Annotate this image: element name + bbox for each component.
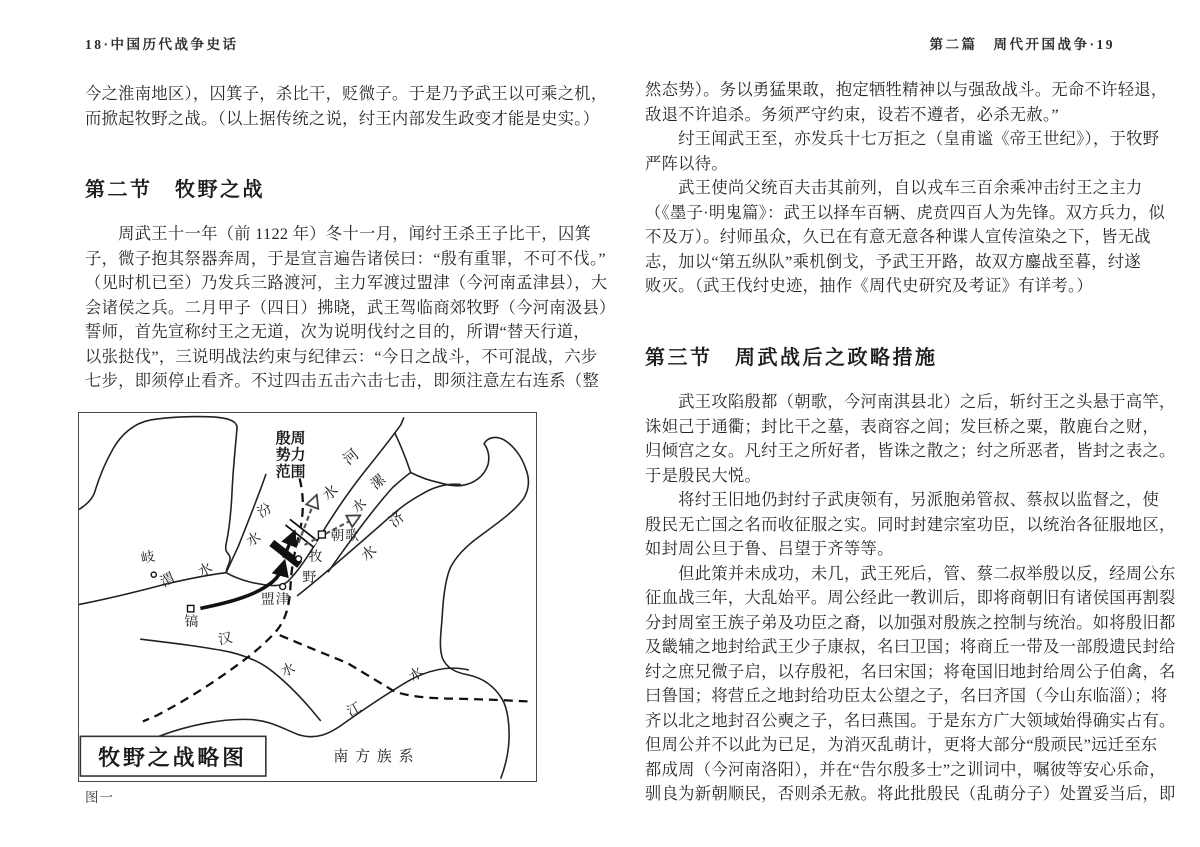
map-label: 水 [279,661,298,681]
marker-zhaoge [318,531,325,538]
paragraph-block2 [645,390,1176,807]
text-line: 但此策并未成功，未几，武王死后，管、蔡二叔举殷以反，经周公东 [645,563,1176,583]
map-label: 镐 [184,615,199,631]
marker-mengjin [280,584,286,590]
text-line: 子，微子抱其祭器奔周，于是宣言遍告诸侯曰：“殷有重罪，不可不伐。” [85,248,606,268]
paragraph-intro [85,82,608,131]
text-line: 不及万）。纣师虽众，久已在有意无意各种谍人宣传渲染之下，皆无战 [645,227,1151,246]
east-coastline [411,437,529,778]
text-line: 敌退不许追杀。务须严守约束，设若不遵者，必杀无赦。” [645,104,1059,124]
text-line: 征血战三年，大乱始平。周公经此一教训后，即将商朝旧有诸侯国再割裂 [645,588,1176,607]
river-junction [395,433,411,473]
paragraph-body [85,222,616,394]
boundary-dashed-line [143,478,532,721]
section-heading-3: 第三节 周武战后之政略措施 [645,347,938,369]
text-line: 曰鲁国；将营丘之地封给功臣太公望之子，名曰齐国（今山东临淄）；将 [645,686,1168,705]
map-label: 势力 [275,447,306,464]
map-label: 朝歌 [330,528,361,544]
text-line: 于是殷民大悦。 [645,465,762,485]
text-line: 及畿辅之地封给武王少子康叔，名曰卫国；将商丘一带及一部殷遗民封给 [645,637,1176,656]
section-heading-2: 第二节 牧野之战 [85,179,265,201]
map-label: 江 [344,700,365,721]
text-line: 分封周室王族子弟及功臣之裔，以加强对殷族之控制与统治。如将殷旧都 [645,612,1176,632]
figure-caption: 图一 [85,790,114,805]
text-line: 齐以北之地封召公奭之子，名曰燕国。于是东方广大领域始得确实占有。 [645,710,1176,730]
text-line: 武王攻陷殷都（朝歌，今河南淇县北）之后，斩纣王之头悬于高竿， [645,392,1176,411]
text-line: 以张挞伐”，三说明战法约束与纪律云：“今日之战斗，不可混战，六步 [85,346,598,366]
map-label: 漯 [368,472,389,493]
text-line: 周武王十一年（前 1122 年）冬十一月，闻纣王杀王子比干，囚箕 [85,224,592,243]
map-title: 牧野之战略图 [98,745,247,771]
text-line: 然态势）。务以勇猛果敢，抱定牺牲精神以与强敌战斗。无命不许轻退， [645,80,1168,99]
text-line: 归倾宫之女。凡纣王之所好者，皆诛之散之；纣之所恶者，皆封之表之。 [645,441,1176,460]
ji-river [298,484,461,595]
text-line: 殷民无亡国之名而收征服之实。同时封建宗室功臣，以统治各征服地区， [645,514,1176,534]
text-line: 纣王闻武王至，亦发兵十七万拒之（皇甫谧《帝王世纪》），于牧野 [645,129,1160,148]
marker-muye [296,556,302,562]
map-label: 牧 [308,549,323,565]
map-label: 水 [358,542,381,565]
text-line: 七步，即须停止看齐。不过四击五击六击七击，即须注意左右连系（整 [85,371,600,390]
map-label: 渭 [158,570,178,591]
map-title-box [80,736,265,776]
text-line: 今之淮南地区），囚箕子，杀比干，贬微子。于是乃予武王以可乘之机， [85,84,608,103]
marker-qi [151,572,156,577]
page-left [85,0,616,847]
map-label: 殷周 [275,430,306,447]
map-label: 水 [244,529,264,551]
page-right [645,0,1176,847]
text-line: 但周公并不以此为已足，为消灭乱萌计，更将大部分“殷顽民”远迁至东 [645,735,1158,754]
text-line: 诛妲己于通衢；封比干之墓，表商容之闾；发巨桥之粟，散鹿台之财， [645,416,1160,436]
han-river [141,639,321,720]
map-label: 南方族系 [333,749,421,766]
marker-hao [187,605,193,611]
running-head-left: 18·中国历代战争史话 [85,37,239,52]
yellow-river-ordos-loop [79,417,237,573]
running-head-right: 第二篇 周代开国战争·19 [929,37,1115,52]
text-line: 会诸侯之兵。二月甲子（四日）拂晓，武王驾临商郊牧野（今河南汲县） [85,297,616,317]
map-label: 范围 [275,464,306,481]
map-label: 野 [302,570,317,586]
text-line: 纣之庶兄微子启，以存殷祀，名曰宋国；将奄国旧地封给周公子伯禽，名 [645,661,1176,681]
text-line: 武王使尚父统百夫击其前列，自以戎车三百余乘冲击纣王之主力 [645,178,1143,197]
map-label: 水 [406,664,427,686]
text-line: 驯良为新朝顺民，否则杀无赦。将此批殷民（乱萌分子）处置妥当后，即 [645,784,1176,803]
battle-map-svg [79,413,535,780]
map-label: 水 [349,496,370,517]
text-line: （见时机已至）乃发兵三路渡河，主力军渡过盟津（今河南孟津县），大 [85,273,608,292]
map-label: 济 [386,509,409,531]
text-line: 严阵以待。 [645,153,728,173]
map-label: 汉 [217,630,234,649]
text-line: 如封周公旦于鲁、吕望于齐等等。 [645,539,894,558]
text-line: 志，加以“第五纵队”乘机倒戈，予武王开路，故双方鏖战至暮，纣遂 [645,251,1141,271]
map-label: 岐 [139,549,157,568]
text-line: 都成周（今河南洛阳），并在“告尔殷多士”之训词中，嘱彼等安心乐命， [645,759,1166,779]
battle-map-figure [78,412,537,782]
map-label: 盟津 [260,592,291,608]
text-line: 誓师，首先宣称纣王之无道，次为说明伐纣之目的，所谓“替天行道， [85,322,590,341]
map-label: 水 [196,560,216,581]
text-line: 败灭。（武王伐纣史迹，抽作《周代史研究及考证》有详考。） [645,276,1093,295]
text-line: 将纣王旧地仍封纣子武庚领有，另派胞弟管叔、蔡叔以监督之，使 [645,490,1160,509]
text-line: 而掀起牧野之战。（以上据传统之说，纣王内部发生政变才能是史实。） [85,108,600,128]
text-line: （《墨子·明鬼篇》：武王以择车百辆、虎贲四百人为先锋。双方兵力，似 [645,202,1166,222]
map-label: 河 [340,446,363,469]
map-labels [139,429,426,765]
paragraph-block1 [645,78,1168,299]
map-label: 水 [319,482,342,505]
map-label: 汾 [255,501,275,522]
